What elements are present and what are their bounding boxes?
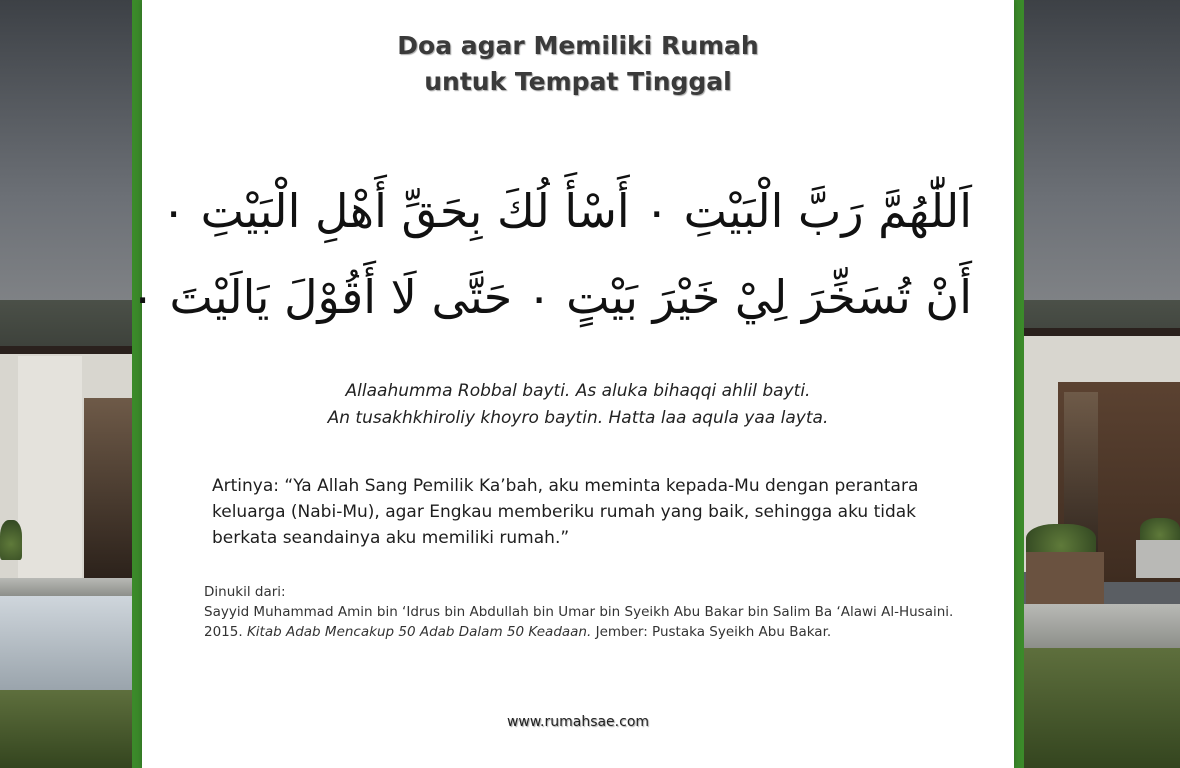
green-border-left: [132, 0, 142, 768]
meaning-text: Artinya: “Ya Allah Sang Pemilik Ka’bah, aku meminta kepada-Mu dengan perantara keluarga (Nabi-Mu), agar Engkau memberiku rumah yang baik, sehingga aku tidak berkata seandainya aku memiliki rumah.”: [212, 476, 919, 548]
green-border-right: [1014, 0, 1024, 768]
lawn: [1022, 648, 1180, 768]
transliteration-line-2: An tusakhkhiroliy khoyro baytin. Hatta laa aqula yaa layta.: [327, 408, 829, 428]
arabic-prayer: [130, 168, 972, 340]
background-scene-right: [1022, 0, 1180, 768]
plant: [0, 520, 22, 560]
source-authors: Sayyid Muhammad Amin bin ‘Idrus bin Abdullah bin Umar bin Syeikh Abu Bakar bin Salim Ba ‘Alawi Al-Husaini. 2015.: [204, 604, 954, 640]
source-publisher: Jember: Pustaka Syeikh Abu Bakar.: [595, 624, 832, 640]
arabic-line-1: اَللّٰهُمَّ رَبَّ الْبَيْتِ ۰ أَسْأَ لُكَ بِحَقِّ أَهْلِ الْبَيْتِ ۰: [161, 184, 972, 238]
terrace: [0, 578, 140, 596]
source-reference: [204, 602, 964, 642]
pool: [0, 596, 140, 690]
transliteration: [142, 378, 1014, 432]
source-label: Dinukil dari:: [204, 584, 286, 600]
page-title: [142, 28, 1014, 100]
title-line-1: Doa agar Memiliki Rumah: [397, 31, 759, 60]
terrace: [1022, 604, 1180, 648]
transliteration-line-1: Allaahumma Robbal bayti. As aluka bihaqqi ahlil bayti.: [345, 381, 811, 401]
house-column: [18, 356, 82, 578]
roof-edge: [0, 346, 140, 354]
website-url: www.rumahsae.com: [506, 714, 650, 730]
roof-edge: [1022, 328, 1180, 336]
background-scene-left: [0, 0, 140, 768]
arabic-line-2: أَنْ تُسَخِّرَ لِيْ خَيْرَ بَيْتٍ ۰ حَتَّى لَا أَقُوْلَ يَالَيْتَ ۰: [130, 270, 972, 324]
lawn: [0, 690, 140, 768]
title-line-2: untuk Tempat Tinggal: [424, 67, 732, 96]
source-book-title: Kitab Adab Mencakup 50 Adab Dalam 50 Keadaan.: [246, 624, 592, 640]
planter: [1026, 552, 1104, 604]
prayer-card: [130, 0, 1014, 768]
source-citation: [204, 582, 964, 642]
bench: [1136, 540, 1180, 578]
